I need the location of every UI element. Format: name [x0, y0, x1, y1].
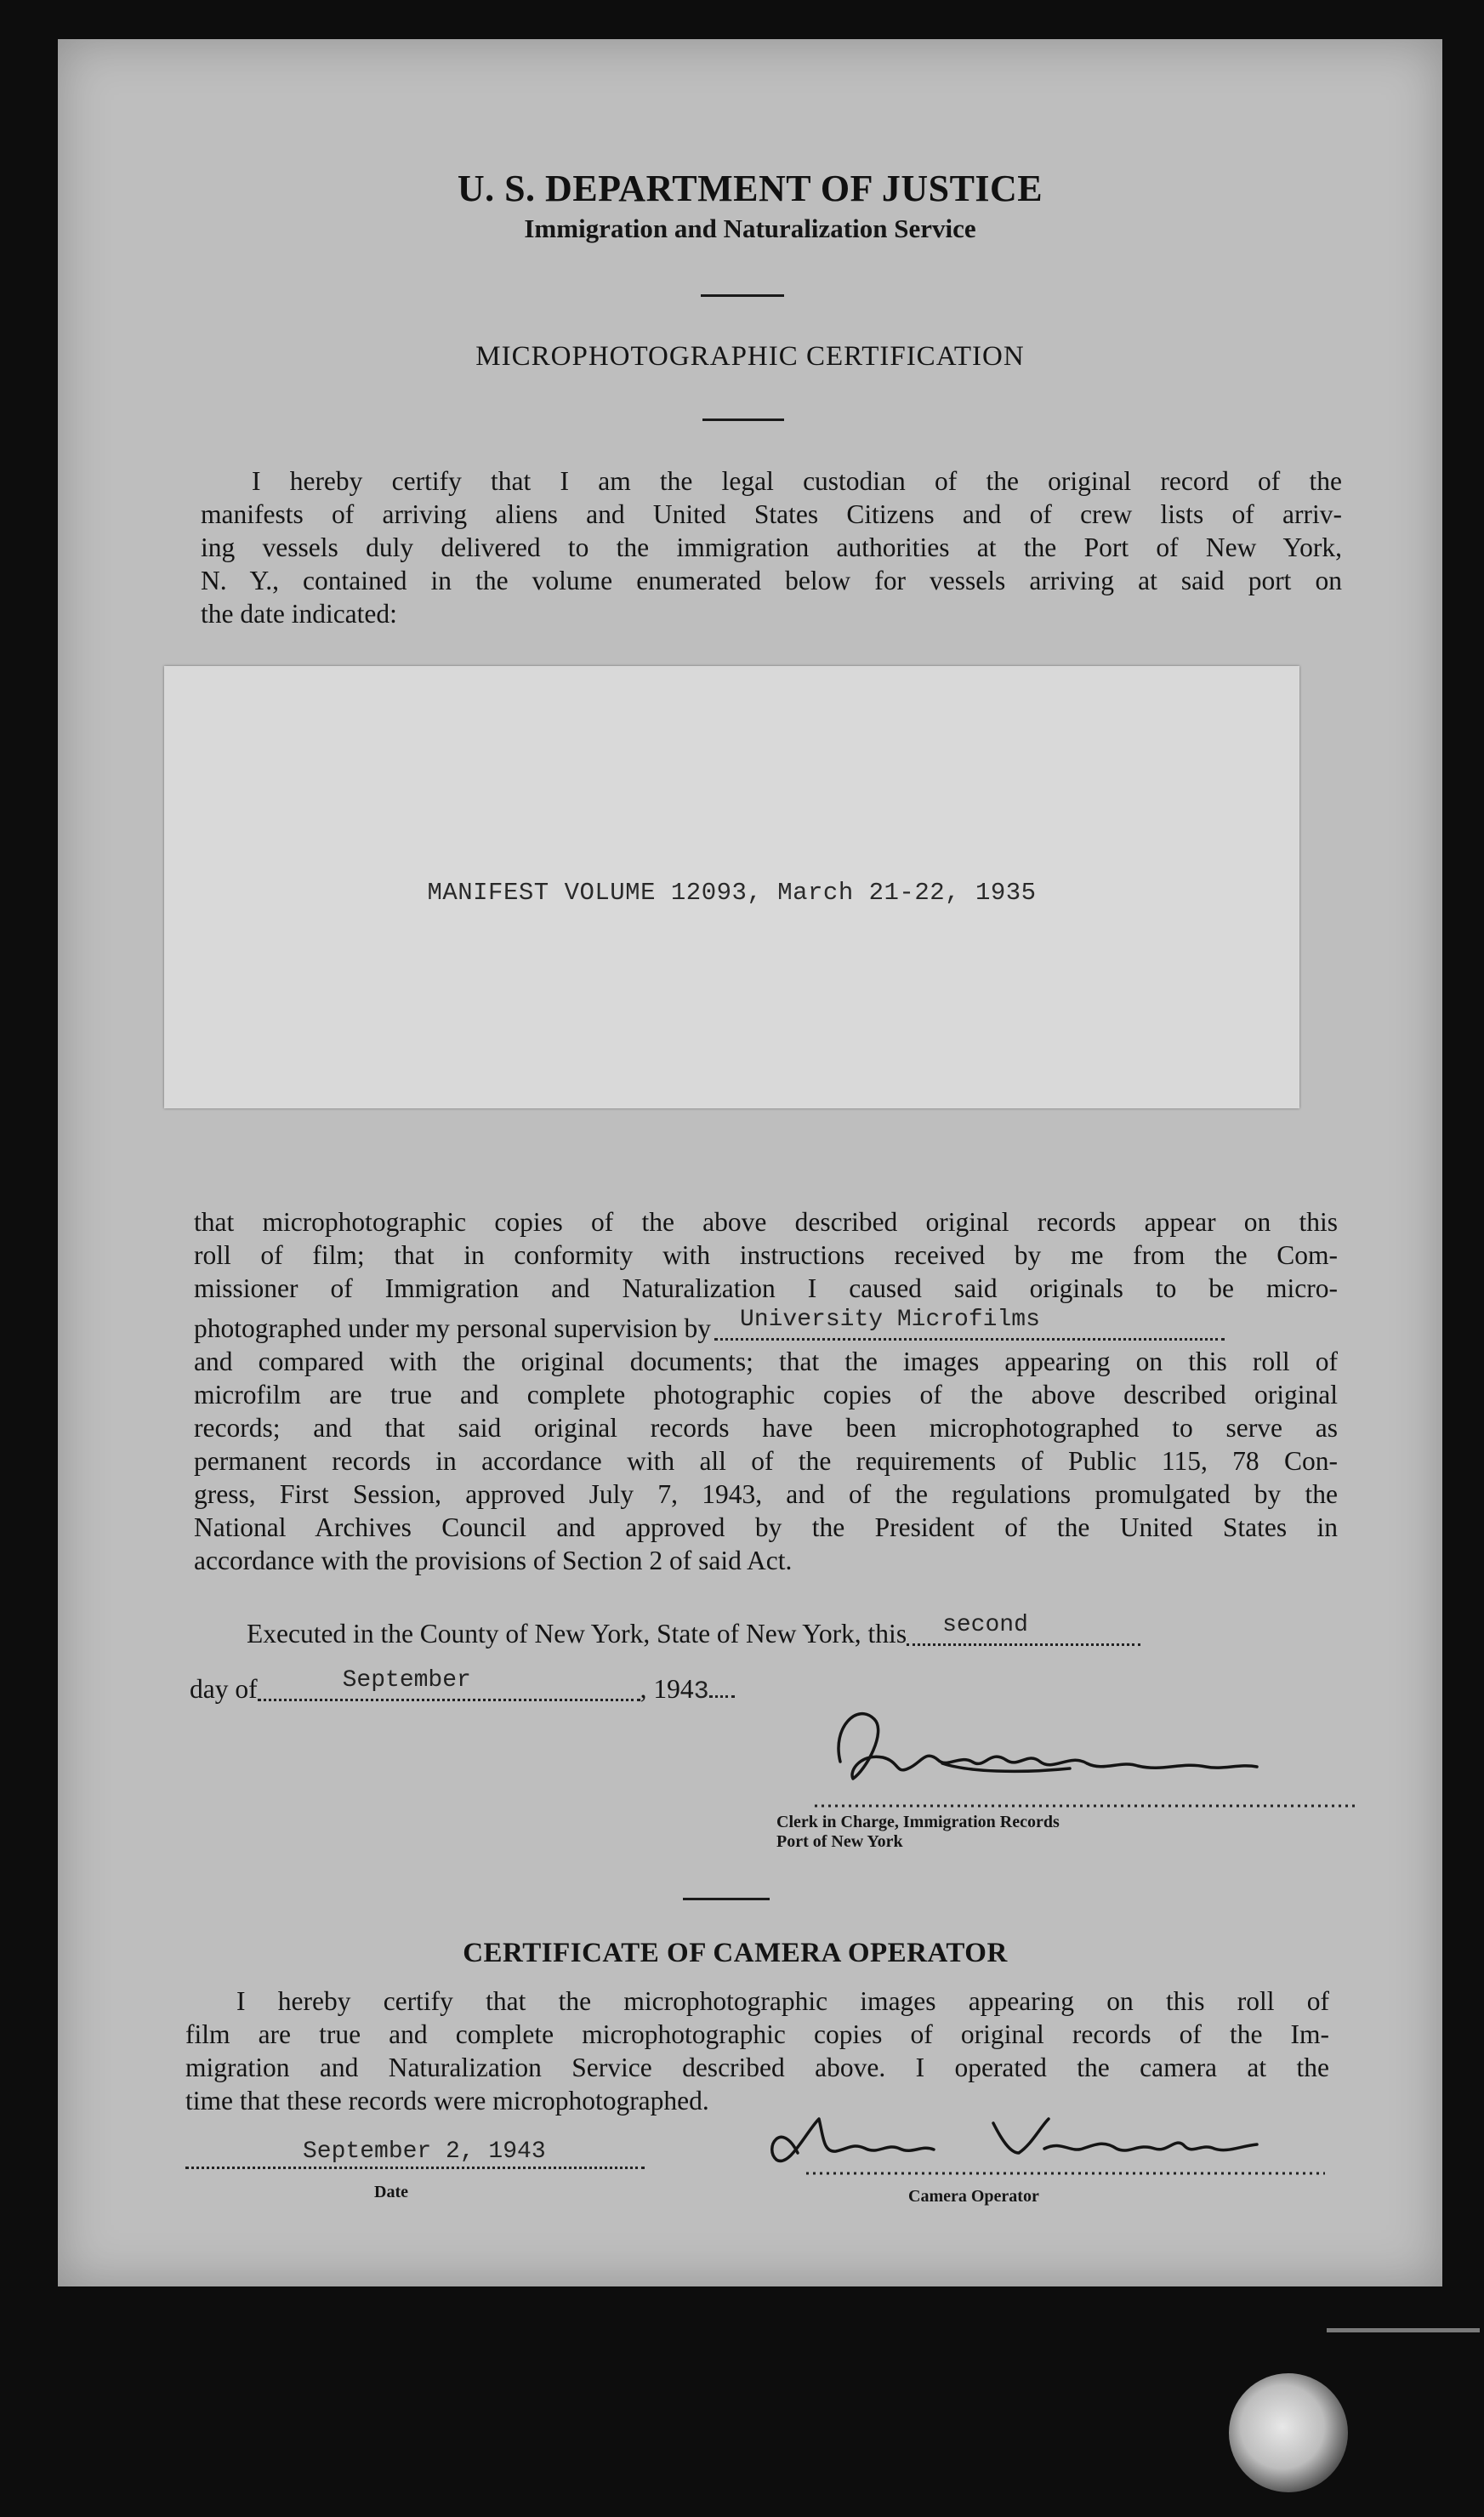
supervision-line	[194, 1307, 1338, 1345]
divider-middle	[702, 419, 784, 421]
photographer-name: University Microfilms	[740, 1307, 1040, 1333]
year-dots	[709, 1678, 735, 1698]
body-line: microfilm are true and complete photographic copies of the above described original	[194, 1380, 1338, 1409]
intro-line: the date indicated:	[201, 599, 397, 629]
body-paragraph	[194, 1205, 1338, 1577]
execution-prefix: Executed in the County of New York, State of New York, this	[247, 1619, 907, 1649]
divider-top	[701, 294, 784, 297]
year-prefix: , 194	[640, 1674, 694, 1704]
body-line: that microphotographic copies of the above described original records appear on this	[194, 1207, 1338, 1237]
photographer-field	[714, 1307, 1225, 1341]
year-digit: 3	[693, 1677, 709, 1706]
divider-bottom	[683, 1898, 770, 1900]
body-line: and compared with the original documents; that the images appearing on this roll of	[194, 1347, 1338, 1376]
intro-paragraph	[201, 464, 1342, 630]
film-mark	[1229, 2373, 1348, 2492]
certification-title: MICROPHOTOGRAPHIC CERTIFICATION	[475, 341, 1025, 372]
service-subtitle: Immigration and Naturalization Service	[524, 214, 976, 243]
camera-certificate-title: CERTIFICATE OF CAMERA OPERATOR	[463, 1938, 1008, 1968]
certificate-sheet	[58, 39, 1442, 2286]
camera-operator-label: Camera Operator	[908, 2187, 1039, 2206]
month-field	[258, 1667, 640, 1701]
signer-title-line1: Clerk in Charge, Immigration Records	[776, 1813, 1060, 1831]
intro-line: N. Y., contained in the volume enumerated below for vessels arriving at said port on	[201, 566, 1342, 595]
day-of-label: day of	[190, 1674, 258, 1704]
intro-line: I hereby certify that I am the legal custodian of the original record of the	[252, 466, 1342, 496]
day-field	[907, 1612, 1140, 1646]
camera-date-label: Date	[374, 2183, 408, 2201]
supervision-prefix: photographed under my personal supervision by	[194, 1313, 712, 1343]
signer-title-line2: Port of New York	[776, 1832, 903, 1851]
body-line: permanent records in accordance with all of the requirements of Public 115, 78 Con-	[194, 1446, 1338, 1476]
camera-line: film are true and complete microphotographic copies of original records of the Im-	[185, 2019, 1329, 2049]
clerk-signature	[815, 1668, 1359, 1813]
agency-title: U. S. DEPARTMENT OF JUSTICE	[457, 168, 1043, 209]
execution-line	[247, 1612, 1140, 1650]
body-line: National Archives Council and approved by the President of the United States in	[194, 1512, 1338, 1542]
camera-date-value: September 2, 1943	[303, 2138, 546, 2165]
camera-paragraph	[185, 1985, 1329, 2117]
intro-line: ing vessels duly delivered to the immigration authorities at the Port of New York,	[201, 532, 1342, 562]
day-of-line	[190, 1667, 735, 1709]
body-line: missioner of Immigration and Naturalization I caused said originals to be micro-	[194, 1273, 1338, 1303]
record-volume-box	[164, 666, 1299, 1108]
day-value: second	[942, 1612, 1028, 1638]
body-line: gress, First Session, approved July 7, 1943, and of the regulations promulgated by the	[194, 1479, 1338, 1509]
intro-line: manifests of arriving aliens and United States Citizens and of crew lists of arriv-	[201, 499, 1342, 529]
camera-line: I hereby certify that the microphotographic images appearing on this roll of	[236, 1986, 1329, 2016]
camera-operator-signature	[738, 2102, 1333, 2178]
body-line: records; and that said original records have been microphotographed to serve as	[194, 1413, 1338, 1443]
body-line: roll of film; that in conformity with instructions received by me from the Com-	[194, 1240, 1338, 1270]
camera-date-field	[185, 2136, 645, 2169]
film-edge-mark	[1327, 2328, 1480, 2332]
body-line: accordance with the provisions of Section 2 of said Act.	[194, 1546, 793, 1575]
manifest-volume-text: MANIFEST VOLUME 12093, March 21-22, 1935	[427, 879, 1037, 907]
camera-line: migration and Naturalization Service described above. I operated the camera at the	[185, 2053, 1329, 2082]
camera-line: time that these records were microphotographed.	[185, 2086, 709, 2116]
month-value: September	[342, 1667, 471, 1694]
